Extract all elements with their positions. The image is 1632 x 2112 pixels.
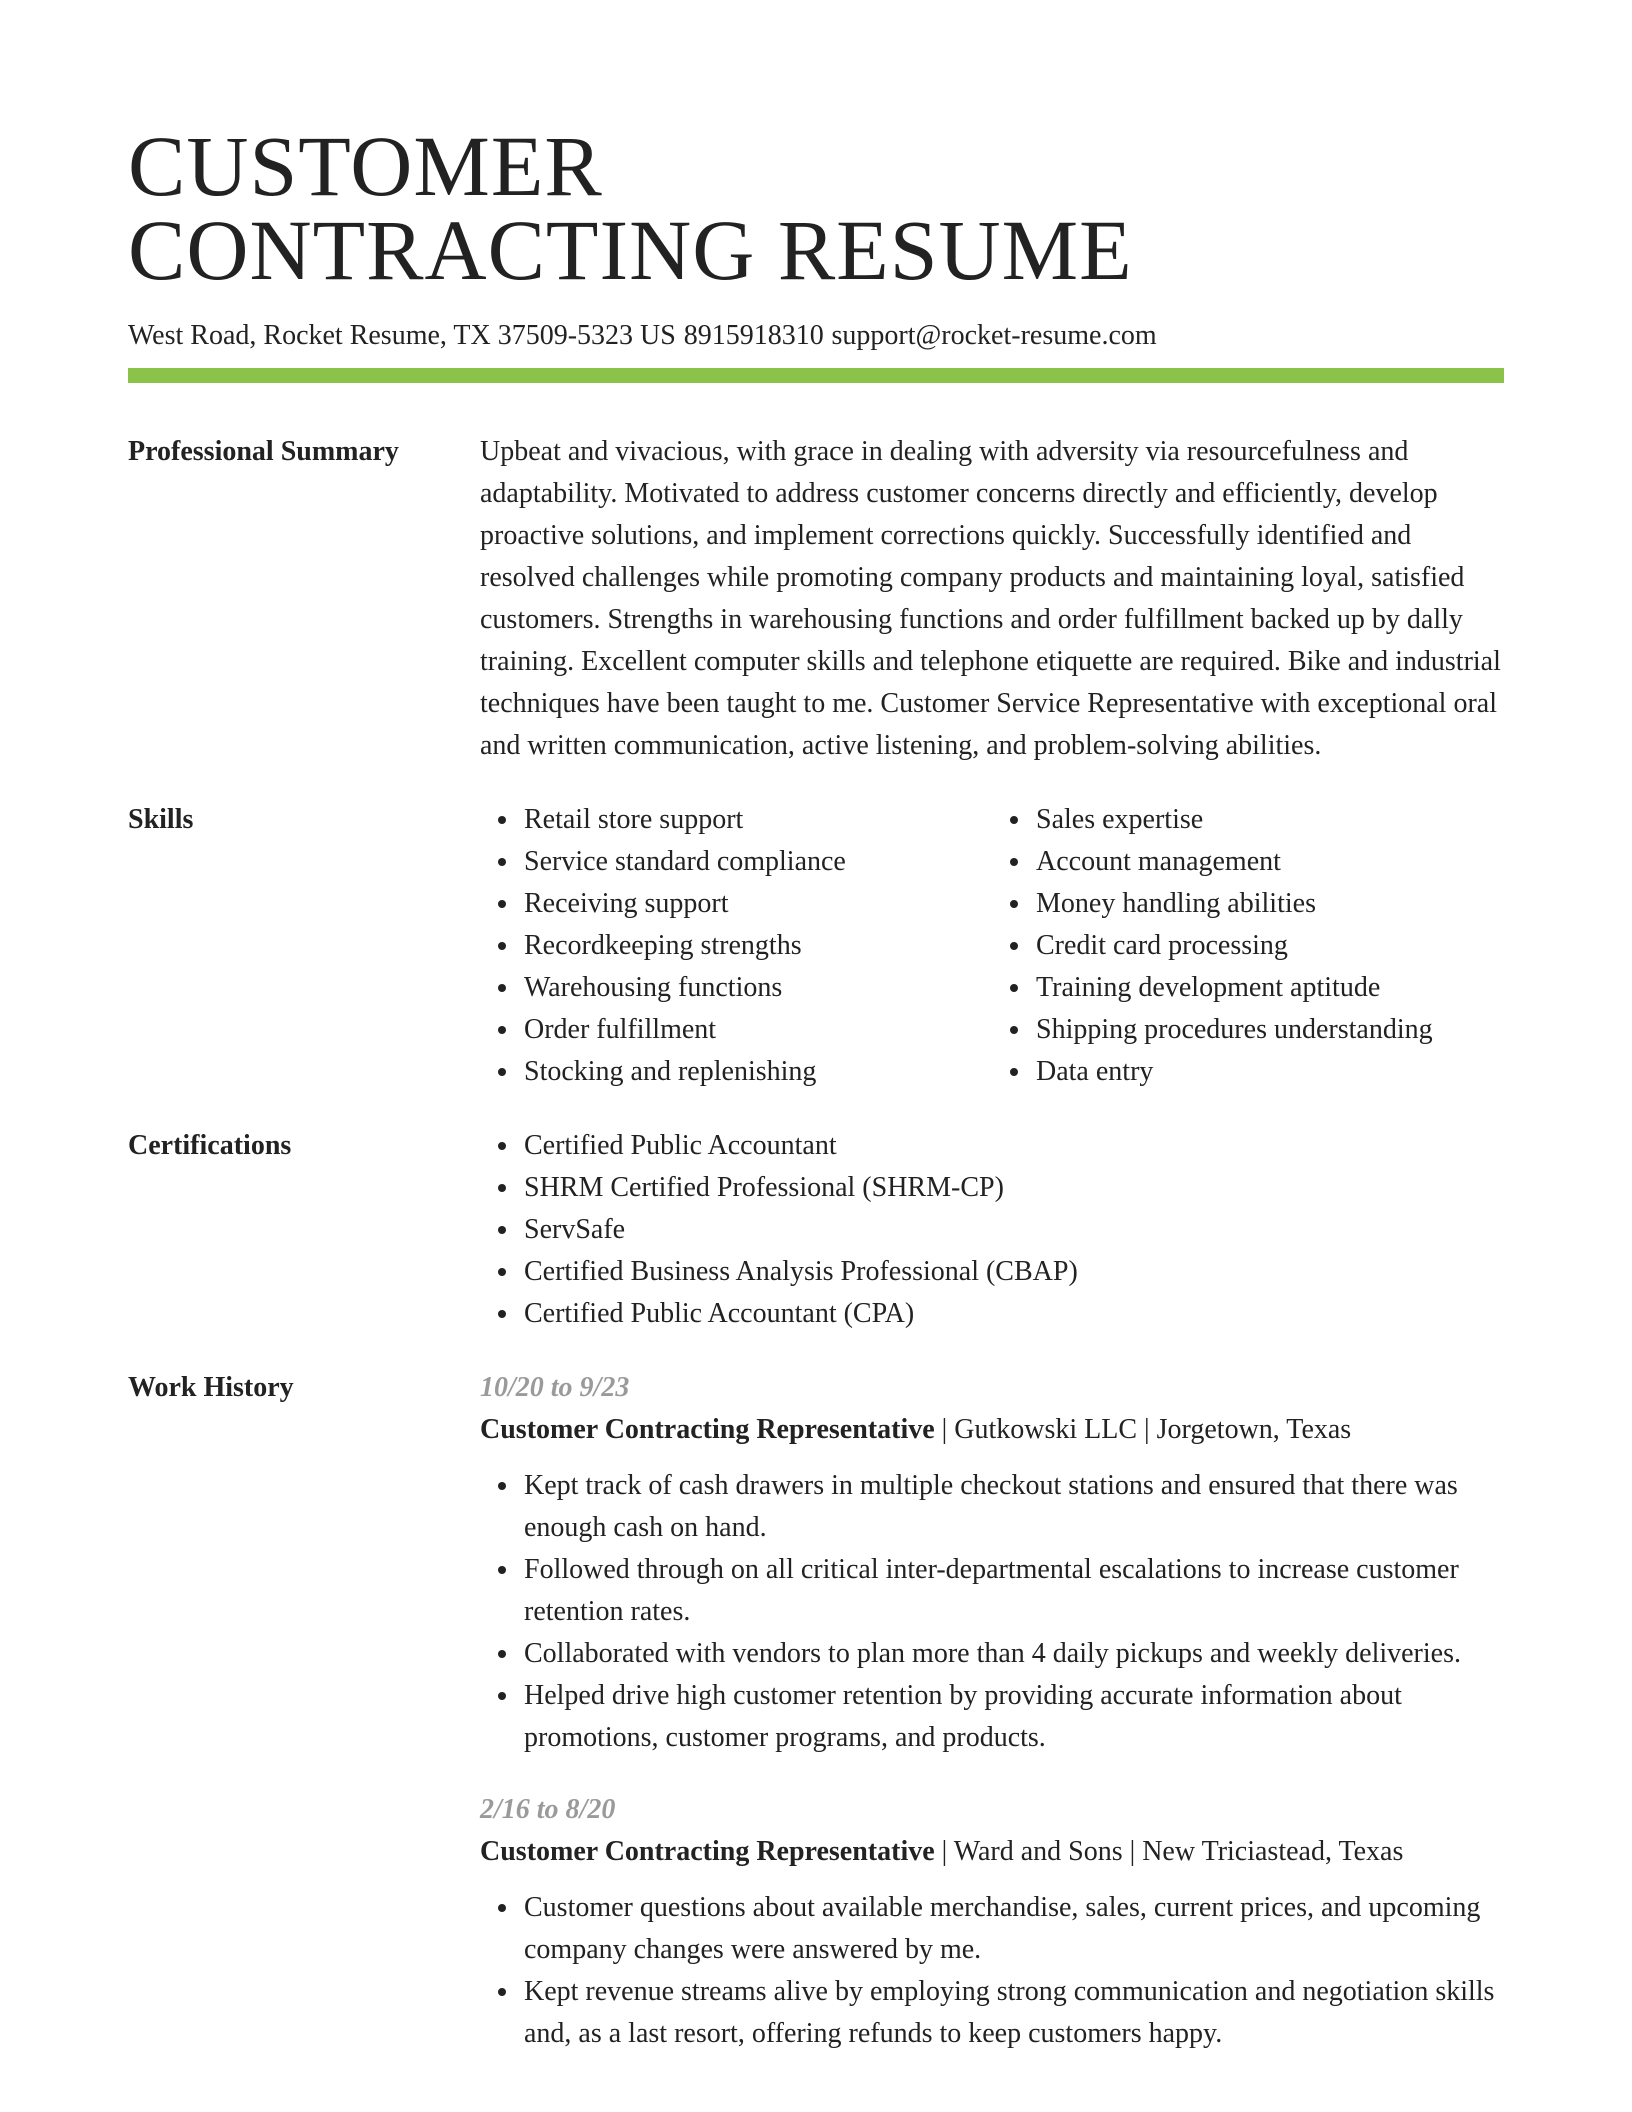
skill-item: Warehousing functions <box>524 967 992 1009</box>
skills-list-right <box>992 799 1504 1093</box>
job-bullet: Followed through on all critical inter-departmental escalations to increase customer retention rates. <box>524 1549 1504 1633</box>
skill-item: Shipping procedures understanding <box>1036 1009 1504 1051</box>
skill-item: Order fulfillment <box>524 1009 992 1051</box>
certifications-list <box>480 1125 1504 1335</box>
accent-divider <box>128 368 1504 383</box>
skill-item: Receiving support <box>524 883 992 925</box>
section-title-summary: Professional Summary <box>128 436 399 467</box>
job-bullets <box>480 1887 1504 2055</box>
summary-text: Upbeat and vivacious, with grace in dealing with adversity via resourcefulness and adaptability. Motivated to address customer concerns directly and efficiently, develop proactive solutions, and implement corrections quickly. Successfully identified and resolved challenges while promoting company products and maintaining loyal, satisfied customers. Strengths in warehousing functions and order fulfillment backed up by dally training. Excellent computer skills and telephone etiquette are required. Bike and industrial techniques have been taught to me. Customer Service Representative with exceptional oral and written communication, active listening, and problem-solving abilities. <box>480 436 1501 761</box>
job-dates: 10/20 to 9/23 <box>480 1372 630 1403</box>
work-history-section <box>128 1367 1504 2055</box>
job-bullet: Kept track of cash drawers in multiple checkout stations and ensured that there was enough cash on hand. <box>524 1465 1504 1549</box>
certifications-body <box>480 1125 1504 1335</box>
skills-list-left <box>480 799 992 1093</box>
skill-item: Credit card processing <box>1036 925 1504 967</box>
job-bullet: Customer questions about available merchandise, sales, current prices, and upcoming company changes were answered by me. <box>524 1887 1504 1971</box>
job-entry <box>480 1367 1504 1759</box>
skill-item: Sales expertise <box>1036 799 1504 841</box>
job-details: | Gutkowski LLC | Jorgetown, Texas <box>934 1414 1352 1445</box>
skill-item: Training development aptitude <box>1036 967 1504 1009</box>
skill-item: Service standard compliance <box>524 841 992 883</box>
title-line-2: CONTRACTING RESUME <box>128 202 1133 298</box>
certification-item: Certified Business Analysis Professional (CBAP) <box>524 1251 1504 1293</box>
resume-title <box>128 118 1504 298</box>
certifications-section <box>128 1125 1504 1335</box>
certification-item: Certified Public Accountant (CPA) <box>524 1293 1504 1335</box>
contact-line <box>128 318 1504 354</box>
job-heading <box>480 1409 1504 1451</box>
certification-item: ServSafe <box>524 1209 1504 1251</box>
contact-phone: 8915918310 <box>683 320 824 351</box>
contact-email: support@rocket-resume.com <box>831 320 1157 351</box>
skill-item: Stocking and replenishing <box>524 1051 992 1093</box>
section-title-skills: Skills <box>128 804 194 835</box>
job-details: | Ward and Sons | New Triciastead, Texas <box>934 1836 1404 1867</box>
skills-body <box>480 799 1504 1093</box>
job-title: Customer Contracting Representative <box>480 1836 935 1867</box>
job-bullet: Collaborated with vendors to plan more than 4 daily pickups and weekly deliveries. <box>524 1633 1504 1675</box>
job-heading <box>480 1831 1504 1873</box>
certification-item: Certified Public Accountant <box>524 1125 1504 1167</box>
certification-item: SHRM Certified Professional (SHRM-CP) <box>524 1167 1504 1209</box>
job-bullets <box>480 1465 1504 1759</box>
skill-item: Retail store support <box>524 799 992 841</box>
job-entry <box>480 1789 1504 2055</box>
skill-item: Data entry <box>1036 1051 1504 1093</box>
work-history-body <box>480 1367 1504 2055</box>
job-bullet: Helped drive high customer retention by providing accurate information about promotions, customer programs, and products. <box>524 1675 1504 1759</box>
title-line-1: CUSTOMER <box>128 118 603 214</box>
skill-item: Money handling abilities <box>1036 883 1504 925</box>
job-bullet: Kept revenue streams alive by employing strong communication and negotiation skills and, as a last resort, offering refunds to keep customers happy. <box>524 1971 1504 2055</box>
section-title-work-history: Work History <box>128 1372 294 1403</box>
job-dates: 2/16 to 8/20 <box>480 1794 616 1825</box>
skill-item: Account management <box>1036 841 1504 883</box>
resume-page <box>128 0 1504 2055</box>
summary-body <box>480 431 1504 767</box>
contact-address: West Road, Rocket Resume, TX 37509-5323 US <box>128 320 676 351</box>
skills-section <box>128 799 1504 1093</box>
skill-item: Recordkeeping strengths <box>524 925 992 967</box>
section-title-certifications: Certifications <box>128 1130 292 1161</box>
job-title: Customer Contracting Representative <box>480 1414 935 1445</box>
summary-section <box>128 431 1504 767</box>
